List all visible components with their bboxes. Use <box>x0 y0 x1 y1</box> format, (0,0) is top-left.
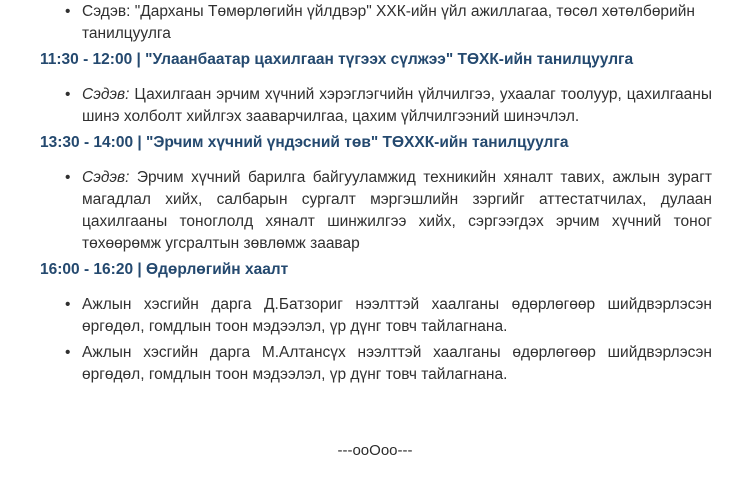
end-of-document-mark: ---ооОоо--- <box>337 442 413 459</box>
topic-label: Сэдэв: <box>82 86 130 103</box>
closing-bullet-2: • Ажлын хэсгийн дарга М.Алтансүх нээлттэй хаалганы өдөрлөгөөр шийдвэрлэсэн өргөдөл, гомдлын тоон мэдээлэл, үр дүнг товч тайлагнана. <box>82 342 712 386</box>
session-2-topic-bullet <box>82 167 712 255</box>
closing-heading: 16:00 - 16:20 | Өдөрлөгийн хаалт <box>40 261 289 278</box>
session-2-heading: 13:30 - 14:00 | "Эрчим хүчний үндэсний төв" ТӨХХК-ийн танилцуулга <box>40 134 569 151</box>
topic-text: Эрчим хүчний барилга байгууламжид техникийн хяналт тавих, ажлын зурагт магадлал хийх, салбарын сургалт мэргэшлийн зэргийг аттестатчилах, дулаан цахилгааны тоноглолд хяналт шинжилгээ хийх, сэргээгдэх эрчим хүчний тоног төхөөрөмж угсралтын зөвлөмж заавар <box>82 169 712 252</box>
session-1-topic-bullet <box>82 84 712 128</box>
intro-topic-bullet: • Сэдэв: "Дарханы Төмөрлөгийн үйлдвэр" ХХК-ийн үйл ажиллагаа, төсөл хөтөлбөрийн танилцуулга <box>82 1 712 45</box>
topic-label: Сэдэв: <box>82 169 130 186</box>
session-1-heading: 11:30 - 12:00 | "Улаанбаатар цахилгаан түгээх сүлжээ" ТӨХК-ийн танилцуулга <box>40 51 634 68</box>
closing-bullet-1: • Ажлын хэсгийн дарга Д.Батзориг нээлттэй хаалганы өдөрлөгөөр шийдвэрлэсэн өргөдөл, гомдлын тоон мэдээлэл, үр дүнг товч тайлагнана. <box>82 294 712 338</box>
topic-text: Цахилгаан эрчим хүчний хэрэглэгчийн үйлчилгээ, ухаалаг тоолуур, цахилгааны шинэ холболт хийлгэх зааварчилгаа, цахим үйлчилгээний шинэчлэл. <box>82 86 712 125</box>
